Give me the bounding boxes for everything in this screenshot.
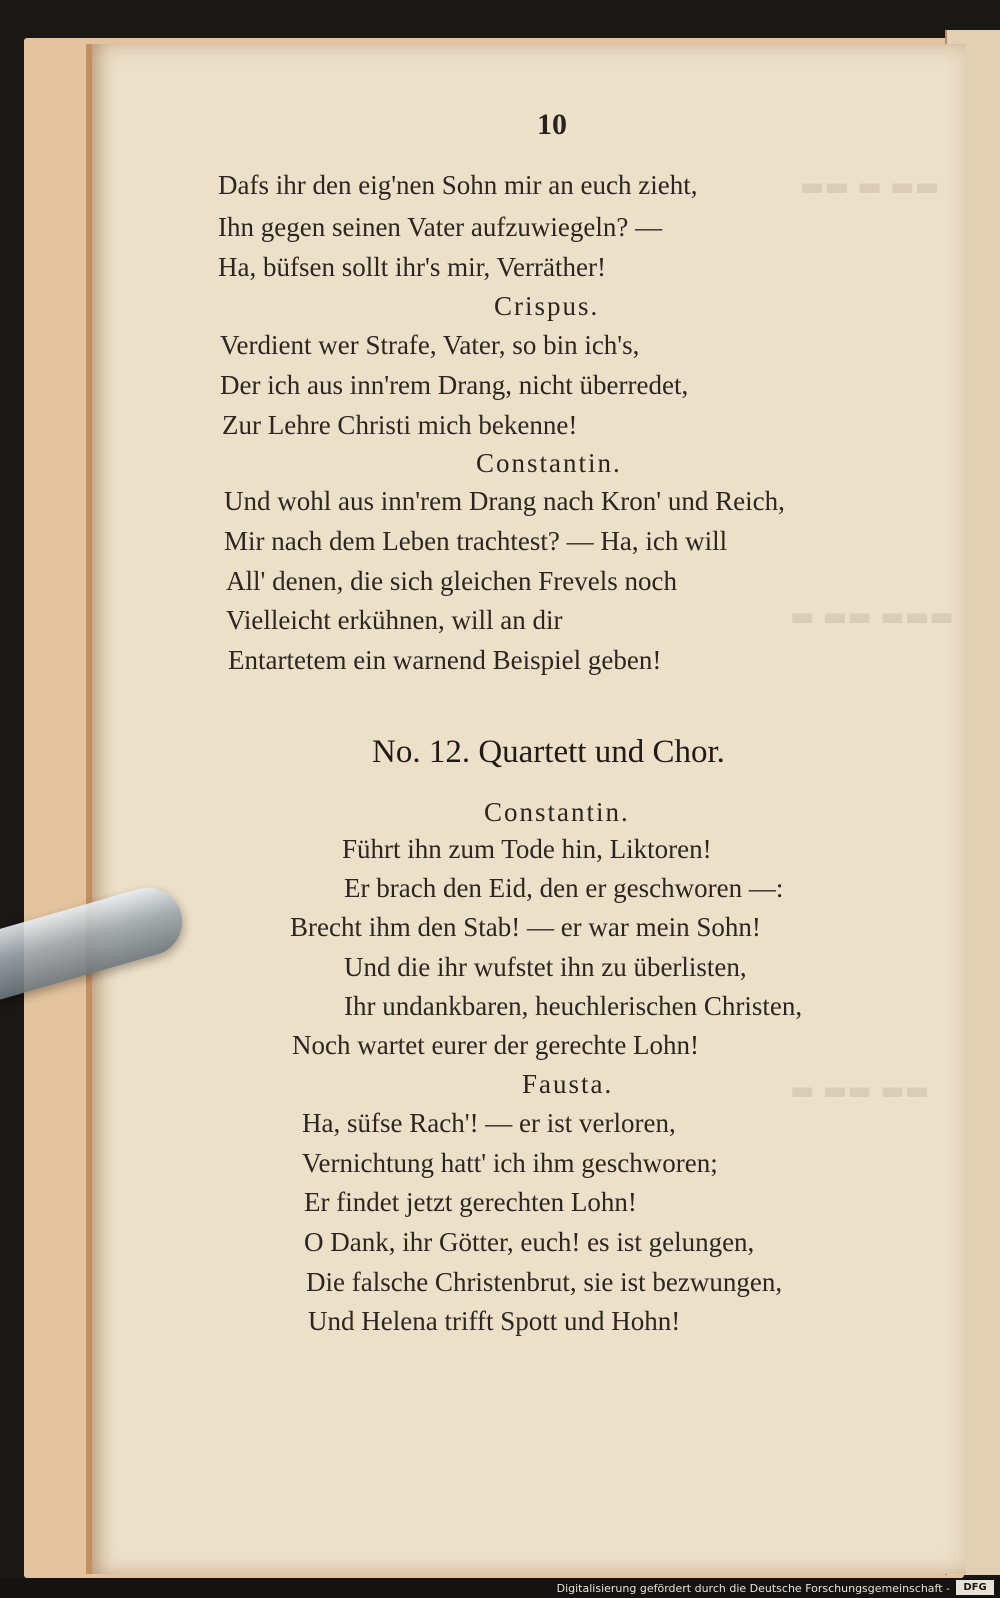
verse-line: Ihn gegen seinen Vater aufzuwiegeln? — (218, 212, 663, 242)
footer-credit: Digitalisierung gefördert durch die Deutsche Forschungsgemeinschaft - (556, 1582, 950, 1595)
verse-line: Mir nach dem Leben trachtest? — Ha, ich will (224, 526, 728, 556)
verse-line: Die falsche Christenbrut, sie ist bezwungen, (306, 1267, 783, 1297)
dfg-logo: DFG (956, 1580, 994, 1595)
verse-line: O Dank, ihr Götter, euch! es ist gelungen, (304, 1227, 755, 1257)
bleed-through-ghost: ▬▬ ▬ ▬▬ (800, 172, 940, 202)
verse-line: Er brach den Eid, den er geschworen —: (344, 873, 784, 903)
verse-line: Ihr undankbaren, heuchlerischen Christen, (344, 991, 803, 1021)
speaker-name: Constantin. (484, 797, 630, 827)
verse-line: Noch wartet eurer der gerechte Lohn! (292, 1030, 700, 1060)
speaker-name: Fausta. (522, 1069, 614, 1099)
verse-line: Zur Lehre Christi mich bekenne! (222, 410, 578, 440)
speaker-name: Crispus. (494, 291, 600, 321)
speaker-name: Constantin. (476, 448, 622, 478)
bleed-through-ghost: ▬▬▬ ▬▬ ▬ (790, 602, 954, 632)
verse-line: Führt ihn zum Tode hin, Liktoren! (342, 834, 712, 864)
verse-line: Vielleicht erkühnen, will an dir (226, 605, 563, 635)
verse-line: Und Helena trifft Spott und Hohn! (308, 1306, 681, 1336)
section-heading: No. 12. Quartett und Chor. (372, 734, 725, 770)
verse-line: Verdient wer Strafe, Vater, so bin ich's, (220, 330, 640, 360)
verse-line: Und wohl aus inn'rem Drang nach Kron' und Reich, (224, 486, 785, 516)
verse-line: Brecht ihm den Stab! — er war mein Sohn! (290, 912, 761, 942)
verse-line: Ha, süfse Rach'! — er ist verloren, (302, 1108, 676, 1138)
verse-line: Entartetem ein warnend Beispiel geben! (228, 645, 662, 675)
verse-line: Vernichtung hatt' ich ihm geschworen; (302, 1148, 718, 1178)
verse-line: Er findet jetzt gerechten Lohn! (304, 1187, 637, 1217)
verse-line: All' denen, die sich gleichen Frevels noch (226, 566, 677, 596)
page-number: 10 (537, 108, 567, 141)
verse-line: Ha, büfsen sollt ihr's mir, Verräther! (218, 252, 606, 282)
verse-line: Und die ihr wufstet ihn zu überlisten, (344, 952, 747, 982)
verse-line: Dafs ihr den eig'nen Sohn mir an euch zieht, (218, 170, 698, 200)
bleed-through-ghost: ▬▬ ▬▬ ▬ (790, 1076, 930, 1106)
verse-line: Der ich aus inn'rem Drang, nicht überredet, (220, 370, 689, 400)
